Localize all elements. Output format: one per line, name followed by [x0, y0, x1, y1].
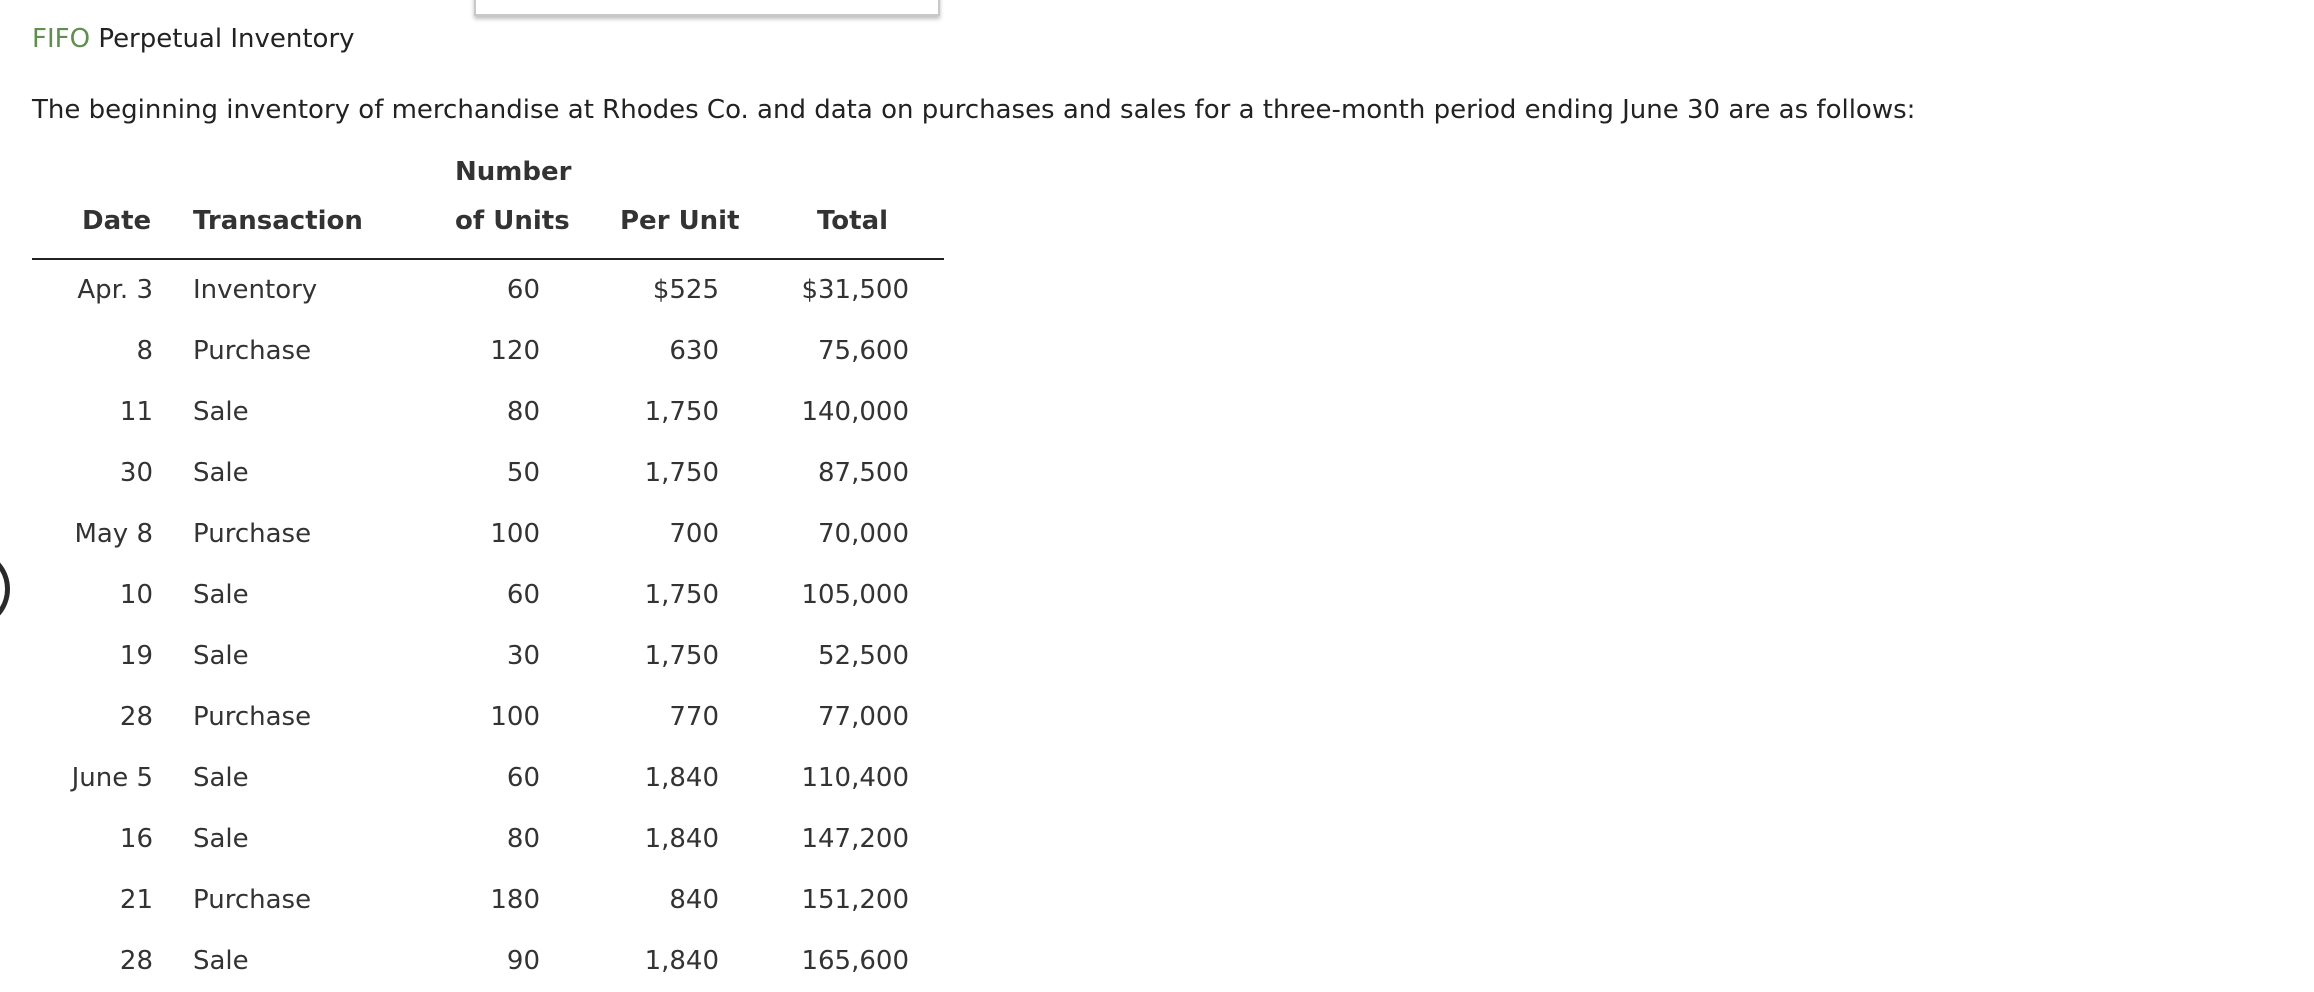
- cell-per-unit: 840: [669, 885, 719, 915]
- cell-total: 77,000: [818, 702, 909, 732]
- cell-units: 100: [490, 702, 540, 732]
- table-body: [32, 260, 944, 992]
- cell-date: May 8: [74, 519, 153, 549]
- cell-units: 30: [506, 641, 540, 671]
- header-units-line2: of Units: [455, 206, 570, 236]
- cell-units: 50: [506, 458, 540, 488]
- cell-transaction: Sale: [193, 397, 249, 427]
- cell-per-unit: 1,750: [644, 580, 719, 610]
- cell-per-unit: 630: [669, 336, 719, 366]
- cell-total: 110,400: [801, 763, 909, 793]
- cell-transaction: Purchase: [193, 885, 312, 915]
- cell-units: 120: [490, 336, 540, 366]
- cell-per-unit: 770: [669, 702, 719, 732]
- cell-per-unit: $525: [652, 275, 719, 305]
- cell-transaction: Purchase: [193, 702, 312, 732]
- table-row: [32, 809, 944, 870]
- cell-date: 30: [119, 458, 153, 488]
- cell-per-unit: 1,840: [644, 763, 719, 793]
- cell-per-unit: 1,750: [644, 641, 719, 671]
- cell-total: 75,600: [818, 336, 909, 366]
- cell-transaction: Purchase: [193, 519, 312, 549]
- cell-transaction: Purchase: [193, 336, 312, 366]
- cell-units: 90: [506, 946, 540, 976]
- cell-transaction: Sale: [193, 458, 249, 488]
- cell-total: 147,200: [801, 824, 909, 854]
- cell-total: 140,000: [801, 397, 909, 427]
- cell-date: 10: [119, 580, 153, 610]
- intro-paragraph: The beginning inventory of merchandise at Rhodes Co. and data on purchases and sales for a three-month period ending June 30 are as follows:: [32, 95, 1916, 125]
- cell-per-unit: 1,750: [644, 458, 719, 488]
- cell-total: 165,600: [801, 946, 909, 976]
- cell-units: 60: [506, 763, 540, 793]
- cell-units: 60: [506, 580, 540, 610]
- cell-units: 180: [490, 885, 540, 915]
- cell-per-unit: 1,750: [644, 397, 719, 427]
- cell-transaction: Sale: [193, 641, 249, 671]
- cell-date: 28: [119, 946, 153, 976]
- circle-button-edge[interactable]: [0, 549, 10, 629]
- header-transaction: Transaction: [193, 206, 363, 236]
- page-title: [32, 22, 355, 56]
- table-header: [32, 150, 944, 260]
- cell-units: 80: [506, 824, 540, 854]
- cell-total: 52,500: [818, 641, 909, 671]
- cell-date: 21: [119, 885, 153, 915]
- cell-total: 105,000: [801, 580, 909, 610]
- cell-total: 87,500: [818, 458, 909, 488]
- table-row: [32, 260, 944, 321]
- cell-transaction: Sale: [193, 763, 249, 793]
- table-row: [32, 321, 944, 382]
- table-row: [32, 687, 944, 748]
- table-row: [32, 504, 944, 565]
- title-accent: FIFO: [32, 24, 91, 54]
- cell-transaction: Inventory: [193, 275, 318, 305]
- cell-date: 8: [136, 336, 153, 366]
- cell-date: Apr. 3: [77, 275, 153, 305]
- cell-per-unit: 700: [669, 519, 719, 549]
- table-row: [32, 870, 944, 931]
- cell-transaction: Sale: [193, 946, 249, 976]
- popup-panel-edge: [474, 0, 940, 16]
- table-row: [32, 931, 944, 992]
- cell-date: 28: [119, 702, 153, 732]
- cell-units: 100: [490, 519, 540, 549]
- inventory-table: [32, 150, 944, 992]
- cell-units: 80: [506, 397, 540, 427]
- cell-total: $31,500: [801, 275, 909, 305]
- header-date: Date: [82, 206, 152, 236]
- cell-per-unit: 1,840: [644, 946, 719, 976]
- title-text: Perpetual Inventory: [98, 24, 355, 54]
- table-row: [32, 748, 944, 809]
- cell-date: 11: [119, 397, 153, 427]
- cell-date: 19: [119, 641, 153, 671]
- header-units-line1: Number: [455, 157, 572, 187]
- cell-date: June 5: [71, 763, 153, 793]
- cell-per-unit: 1,840: [644, 824, 719, 854]
- cell-date: 16: [119, 824, 153, 854]
- table-row: [32, 565, 944, 626]
- cell-transaction: Sale: [193, 824, 249, 854]
- cell-total: 151,200: [801, 885, 909, 915]
- cell-units: 60: [506, 275, 540, 305]
- cell-total: 70,000: [818, 519, 909, 549]
- table-row: [32, 626, 944, 687]
- table-row: [32, 443, 944, 504]
- table-row: [32, 382, 944, 443]
- header-per-unit: Per Unit: [620, 206, 740, 236]
- header-total: Total: [817, 206, 889, 236]
- cell-transaction: Sale: [193, 580, 249, 610]
